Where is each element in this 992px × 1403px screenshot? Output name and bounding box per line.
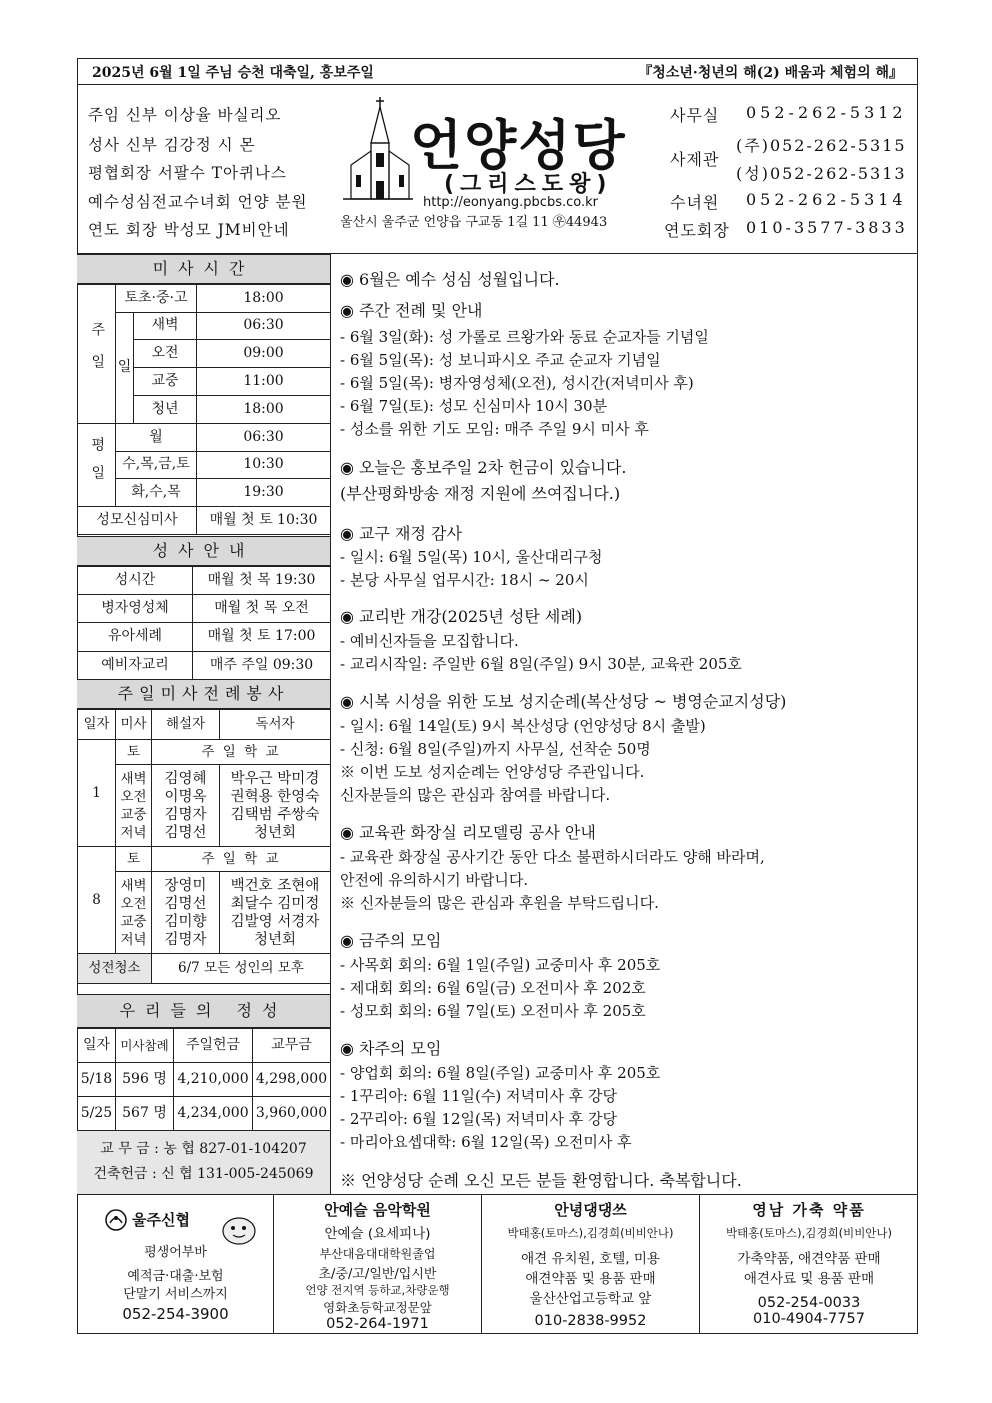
credit-union-logo-icon: [105, 1209, 127, 1231]
col-narrator: 해설자: [152, 710, 220, 740]
yeondo-label: 연도회장: [664, 221, 730, 240]
office-phone: 052-262-5312: [746, 103, 907, 122]
ad-music-academy: [274, 1195, 482, 1334]
sponsor-ads: [77, 1194, 918, 1334]
convent-label: 수녀원: [670, 193, 720, 212]
notice-line: - 양업회 회의: 6월 8일(주일) 교중미사 후 205호: [340, 1064, 661, 1082]
mass-time: 06:30: [197, 313, 331, 340]
offering-date: 5/25: [78, 1097, 116, 1131]
mass-label: 청년: [134, 396, 197, 424]
sacraments-table: [77, 566, 331, 680]
offerings-table: [77, 1028, 331, 1131]
ad-line: 애견약품 및 용품 판매: [525, 1271, 656, 1287]
sat-label: 토: [116, 847, 152, 872]
convent-phone: 052-262-5314: [746, 190, 907, 209]
notice-line: - 교리시작일: 주일반 6월 8일(주일) 9시 30분, 교육관 205호: [340, 655, 742, 673]
sat-youth-label: 토초·중·고: [116, 285, 197, 313]
notice-line: - 예비신자들을 모집합니다.: [340, 632, 519, 650]
ad-line: 울산산업고등학교 앞: [529, 1291, 652, 1307]
rectory-phone-2: (성)052-262-5313: [736, 164, 907, 183]
ad-phone: 052-254-0033: [757, 1295, 861, 1311]
notice-line: - 6월 5일(목): 성 보니파시오 주교 순교자 기념일: [340, 351, 661, 369]
sat-label: 토: [116, 740, 152, 765]
offering-attendance: 567 명: [116, 1097, 174, 1131]
website-link[interactable]: http://eonyang.pbcbs.co.kr: [423, 195, 598, 210]
welcome-message: ※ 언양성당 순례 오신 모든 분들 환영합니다. 축복합니다.: [340, 1171, 742, 1190]
col-mass: 미사: [116, 710, 152, 740]
council-line: 평협회장 서팔수 T아퀴나스: [88, 164, 287, 182]
ad-ulju-credit: [77, 1195, 274, 1334]
mass-label: 새벽: [134, 313, 197, 340]
ad-line: 가축약품, 애견약품 판매: [737, 1251, 881, 1267]
mass-time: 18:00: [197, 396, 331, 424]
narrator-list: 김영혜 이명옥 김명자 김명선: [152, 765, 220, 847]
reader-list: 백건호 조현애 최달수 김미정 김발영 서경자 청년회: [220, 872, 331, 954]
sacraments-heading: 성사안내: [77, 536, 330, 566]
ad-line: 언양 전지역 등하교,차량운행: [305, 1283, 450, 1297]
ad-line: 평생어부바: [144, 1245, 207, 1260]
ad-title: 영남 가축 약품: [752, 1201, 866, 1219]
notice-line: - 1꾸리아: 6월 11일(수) 저녁미사 후 강당: [340, 1087, 617, 1105]
ad-title: 안예슬 음악학원: [324, 1201, 431, 1219]
mass-time: 11:00: [197, 368, 331, 396]
narrator-list: 장영미 김명선 김미향 김명자: [152, 872, 220, 954]
ad-pet-shop: [482, 1195, 700, 1334]
col-attendance: 미사참례: [116, 1029, 174, 1063]
notice-heading: ◉ 시복 시성을 위한 도보 성지순례(복산성당 ~ 병영순교지성당): [340, 692, 787, 711]
notice-line: - 본당 사무실 업무시간: 18시 ~ 20시: [340, 571, 589, 589]
col-sunday: 주일헌금: [174, 1029, 253, 1063]
ad-phone: 052-264-1971: [326, 1316, 429, 1332]
mass-label: 화,수,목: [116, 479, 197, 507]
col-dues: 교무금: [253, 1029, 331, 1063]
mass-time: 19:30: [197, 479, 331, 507]
offering-dues: 3,960,000: [253, 1097, 331, 1131]
notice-line: - 2꾸리아: 6월 12일(목) 저녁미사 후 강당: [340, 1110, 617, 1128]
sacrament-time: 매주 주일 09:30: [193, 652, 331, 680]
notice-line: - 일시: 6월 5일(목) 10시, 울산대리구청: [340, 548, 603, 566]
mass-time: 06:30: [197, 424, 331, 452]
mass-label: 수,목,금,토: [116, 452, 197, 479]
mass-times-table: [77, 284, 331, 535]
notice-heading: ◉ 오늘은 홍보주일 2차 헌금이 있습니다.: [340, 458, 627, 477]
rectory-label: 사제관: [670, 150, 720, 169]
church-subtitle: (그리스도왕): [444, 172, 613, 197]
cleaning-value: 6/7 모든 성인의 모후: [152, 954, 331, 984]
sunday-label: 주일: [78, 285, 116, 424]
yeondo-phone: 010-3577-3833: [746, 218, 908, 237]
week-date: 8: [78, 847, 116, 954]
notice-heading: ◉ 교육관 화장실 리모델링 공사 안내: [340, 823, 596, 842]
notice-line: ※ 이번 도보 성지순례는 언양성당 주관입니다.: [340, 763, 645, 781]
ad-line: 애견 유치원, 호텔, 미용: [521, 1251, 660, 1267]
mass-list: 새벽 오전 교중 저녁: [116, 872, 152, 954]
sacrament-time: 매월 첫 목 오전: [193, 595, 331, 623]
reader-list: 박우근 박미경 권혁용 한영숙 김택범 주쌍숙 청년회: [220, 765, 331, 847]
liturgy-table: [77, 709, 331, 984]
ad-line: 애견사료 및 용품 판매: [743, 1271, 875, 1287]
notice-heading: ◉ 교구 재정 감사: [340, 524, 462, 543]
pastor-line: 주임 신부 이상율 바실리오: [88, 106, 282, 124]
ad-line: 안예슬 (요세피나): [324, 1226, 431, 1242]
notice-line: - 사목회 회의: 6월 1일(주일) 교중미사 후 205호: [340, 956, 661, 974]
notice-line: - 교육관 화장실 공사기간 동안 다소 불편하시더라도 양해 바라며,: [340, 848, 765, 866]
ad-line: 초/중/고/일반/입시반: [318, 1267, 437, 1282]
mass-label: 오전: [134, 340, 197, 368]
mary-mass-label: 성모신심미사: [78, 507, 197, 535]
offering-attendance: 596 명: [116, 1063, 174, 1097]
sisters-line: 예수성심전교수녀회 언양 분원: [88, 193, 308, 211]
sacrament-time: 매월 첫 목 19:30: [193, 567, 331, 595]
ad-line: 박태홍(토마스),김경희(비비안나): [725, 1226, 893, 1240]
notice-line: - 성모회 회의: 6월 7일(토) 오전미사 후 205호: [340, 1002, 646, 1020]
notice-heading: ◉ 교리반 개강(2025년 성탄 세례): [340, 607, 583, 626]
offerings-heading: 우리들의 정성: [77, 994, 330, 1028]
ad-phone: 010-2838-9952: [534, 1313, 647, 1329]
col-date: 일자: [78, 1029, 116, 1063]
notice-heading: ◉ 주간 전례 및 안내: [340, 301, 483, 320]
sacrament-time: 매월 첫 토 17:00: [193, 623, 331, 652]
dues-account: 교 무 금 : 농 협 827-01-104207: [100, 1141, 307, 1157]
notice-heading: ◉ 금주의 모임: [340, 931, 442, 950]
office-label: 사무실: [670, 106, 720, 125]
offering-sunday: 4,210,000: [174, 1063, 253, 1097]
church-name: 언양성당: [410, 114, 627, 177]
offering-sunday: 4,234,000: [174, 1097, 253, 1131]
notice-line: (부산평화방송 재정 지원에 쓰여집니다.): [340, 484, 621, 503]
sunday-sub-label: 일: [116, 313, 134, 424]
yeondo-line: 연도 회장 박성모 JM비안네: [88, 221, 290, 239]
mass-times-heading: 미사시간: [77, 254, 330, 284]
building-account: 건축헌금 : 신 협 131-005-245069: [93, 1166, 314, 1182]
col-date: 일자: [78, 710, 116, 740]
col-reader: 독서자: [220, 710, 331, 740]
sacrament-label: 유아세례: [78, 623, 193, 652]
mass-label: 교중: [134, 368, 197, 396]
notice-heading: ◉ 차주의 모임: [340, 1039, 442, 1058]
year-theme: 『청소년·청년의 해(2) 배움과 체험의 해』: [638, 64, 903, 81]
notice-line: 안전에 유의하시기 바랍니다.: [340, 871, 529, 889]
notice-heading: ◉ 6월은 예수 성심 성월입니다.: [340, 270, 560, 289]
notice-line: ※ 신자분들의 많은 관심과 후원을 부탁드립니다.: [340, 894, 659, 912]
ad-phone: 052-254-3900: [122, 1305, 229, 1323]
ad-title: 안녕댕댕쓰: [554, 1201, 627, 1219]
ad-phone: 010-4904-7757: [753, 1311, 865, 1327]
ad-line: 박태홍(토마스),김경희(비비안나): [507, 1226, 674, 1240]
week-date: 1: [78, 740, 116, 847]
sat-youth-time: 18:00: [197, 285, 331, 313]
offering-date: 5/18: [78, 1063, 116, 1097]
sacrament-label: 예비자교리: [78, 652, 193, 680]
liturgy-heading: 주일미사전례봉사: [77, 679, 330, 709]
sunday-school: 주 일 학 교: [152, 847, 331, 872]
notice-line: - 6월 5일(목): 병자영성체(오전), 성시간(저녁미사 후): [340, 374, 694, 392]
issue-date: 2025년 6월 1일 주님 승천 대축일, 홍보주일: [92, 64, 374, 81]
ad-livestock-pharmacy: [700, 1195, 918, 1334]
notice-line: - 성소를 위한 기도 모임: 매주 주일 9시 미사 후: [340, 420, 649, 438]
bank-accounts: [77, 1130, 330, 1194]
mass-list: 새벽 오전 교중 저녁: [116, 765, 152, 847]
mary-mass-time: 매월 첫 토 10:30: [197, 507, 331, 535]
notice-line: - 제대회 회의: 6월 6일(금) 오전미사 후 202호: [340, 979, 646, 997]
ad-line: 영화초등학교정문앞: [323, 1300, 432, 1315]
ad-line: 예적금·대출·보험: [127, 1269, 224, 1284]
ad-title: 울주신협: [132, 1211, 190, 1229]
notice-line: - 6월 7일(토): 성모 신심미사 10시 30분: [340, 397, 608, 415]
notice-line: - 일시: 6월 14일(토) 9시 복산성당 (언양성당 8시 출발): [340, 717, 706, 735]
mass-time: 09:00: [197, 340, 331, 368]
assistant-line: 성사 신부 김강정 시 몬: [88, 136, 256, 154]
address: 울산시 울주군 언양읍 구교동 1길 11 ㉾44943: [340, 215, 608, 230]
notice-line: - 신청: 6월 8일(주일)까지 사무실, 선착순 50명: [340, 740, 651, 758]
mass-time: 10:30: [197, 452, 331, 479]
rectory-phone-1: (주)052-262-5315: [736, 136, 907, 155]
ad-line: 단말기 서비스까지: [123, 1287, 228, 1302]
sacrament-label: 성시간: [78, 567, 193, 595]
left-column: [77, 254, 331, 1194]
notice-line: - 마리아요셉대학: 6월 12일(목) 오전미사 후: [340, 1133, 632, 1151]
sunday-school: 주 일 학 교: [152, 740, 331, 765]
notice-line: 신자분들의 많은 관심과 참여를 바랍니다.: [340, 786, 611, 804]
mass-label: 월: [116, 424, 197, 452]
notice-line: - 6월 3일(화): 성 가롤로 르왕가와 동료 순교자들 기념일: [340, 328, 709, 346]
offering-dues: 4,298,000: [253, 1063, 331, 1097]
weekday-label: 평일: [78, 424, 116, 507]
cleaning-label: 성전청소: [78, 954, 152, 984]
sacrament-label: 병자영성체: [78, 595, 193, 623]
ad-line: 부산대음대대학원졸업: [319, 1247, 436, 1261]
